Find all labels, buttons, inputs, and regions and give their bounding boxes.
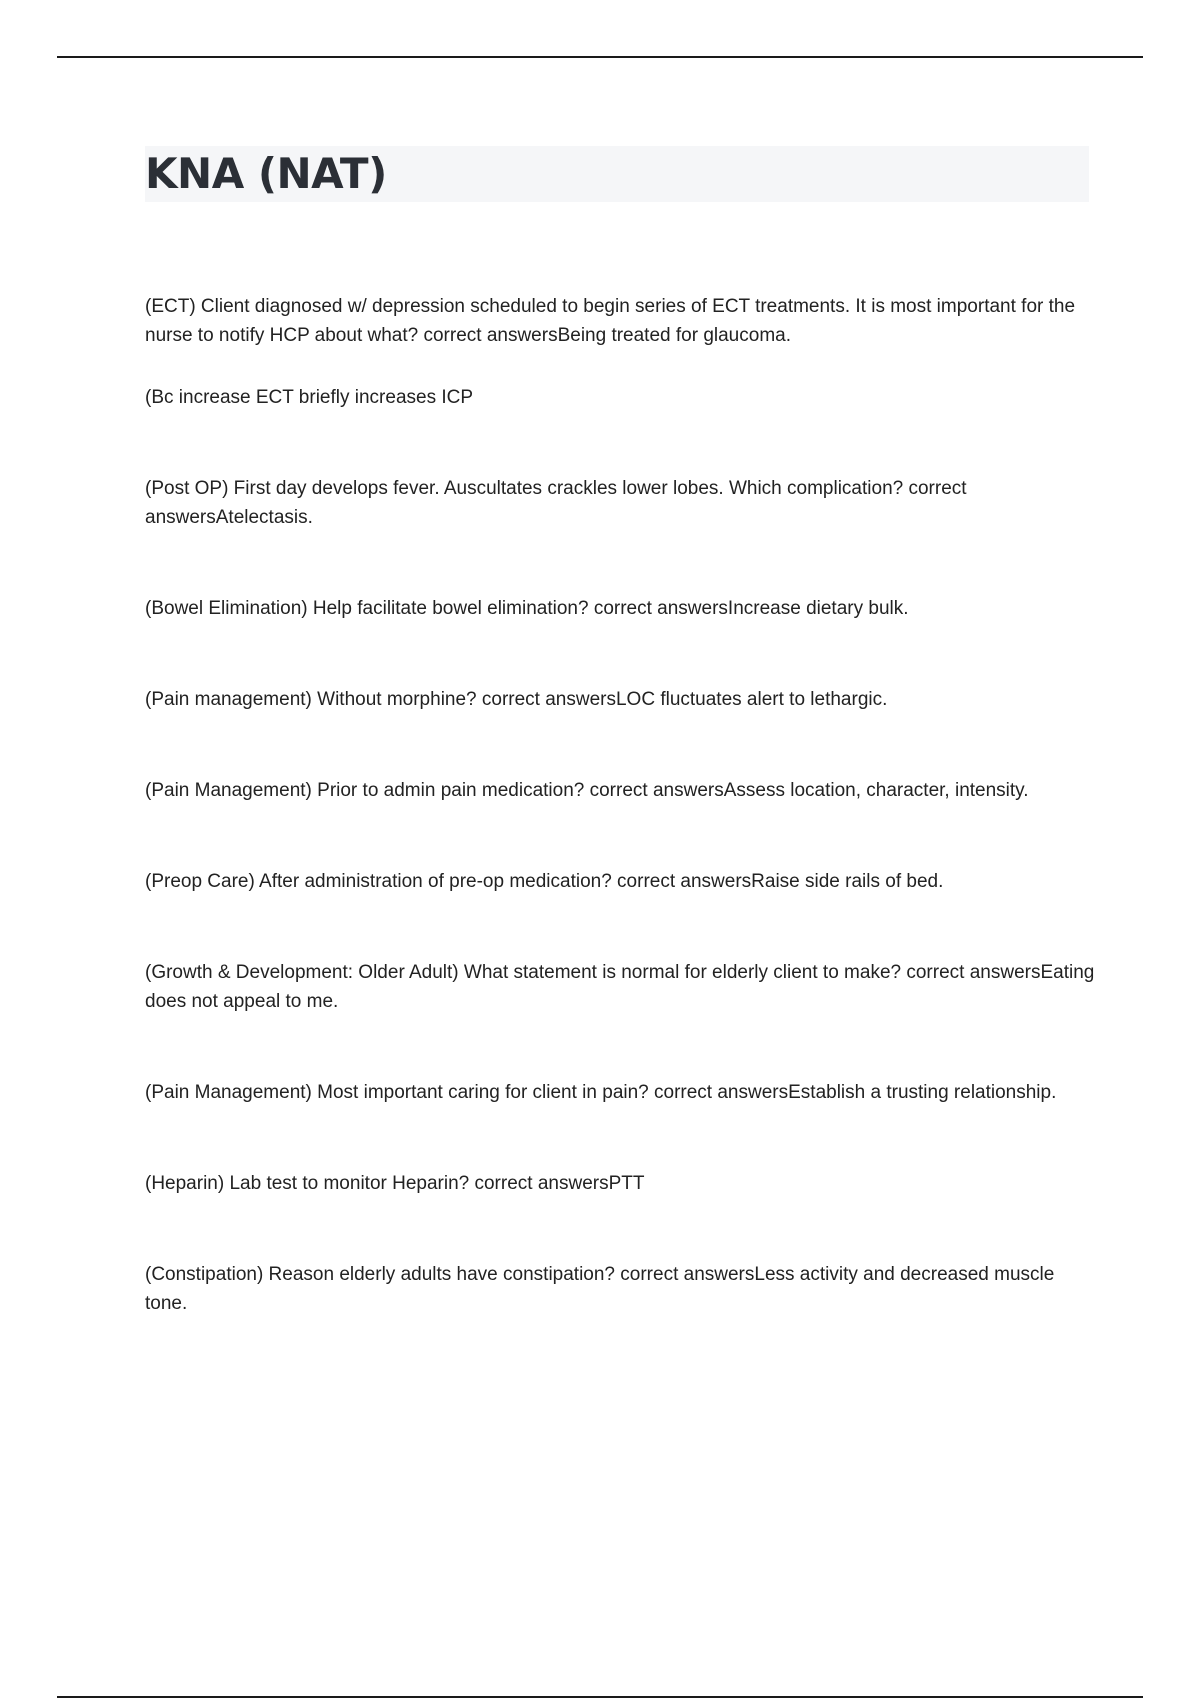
qa-item-older-adult: (Growth & Development: Older Adult) What statement is normal for elderly client to make? correct answersEating does not appeal to me.	[145, 962, 1095, 1012]
qa-item-ect-note: (Bc increase ECT briefly increases ICP	[145, 387, 474, 408]
header-rule	[57, 56, 1143, 58]
qa-item-bowel-elimination: (Bowel Elimination) Help facilitate bowel elimination? correct answersIncrease dietary bulk.	[145, 598, 909, 619]
qa-list	[145, 292, 1095, 1318]
qa-item-heparin: (Heparin) Lab test to monitor Heparin? correct answersPTT	[145, 1173, 645, 1194]
page-title: KNA (NAT)	[145, 149, 387, 198]
qa-item-post-op: (Post OP) First day develops fever. Auscultates crackles lower lobes. Which complication? correct answersAtelectasis.	[145, 478, 967, 528]
qa-item-constipation: (Constipation) Reason elderly adults have constipation? correct answersLess activity and decreased muscle tone.	[145, 1264, 1055, 1314]
qa-item-pain-morphine: (Pain management) Without morphine? correct answersLOC fluctuates alert to lethargic.	[145, 689, 888, 710]
qa-item-ect: (ECT) Client diagnosed w/ depression scheduled to begin series of ECT treatments. It is most important for the nurse to notify HCP about what? correct answersBeing treated for glaucoma.	[145, 296, 1076, 346]
footer-rule	[57, 1696, 1143, 1698]
qa-item-preop-care: (Preop Care) After administration of pre-op medication? correct answersRaise side rails of bed.	[145, 871, 944, 892]
qa-item-pain-trust: (Pain Management) Most important caring for client in pain? correct answersEstablish a trusting relationship.	[145, 1082, 1057, 1103]
qa-item-pain-prior-admin: (Pain Management) Prior to admin pain medication? correct answersAssess location, character, intensity.	[145, 780, 1029, 801]
